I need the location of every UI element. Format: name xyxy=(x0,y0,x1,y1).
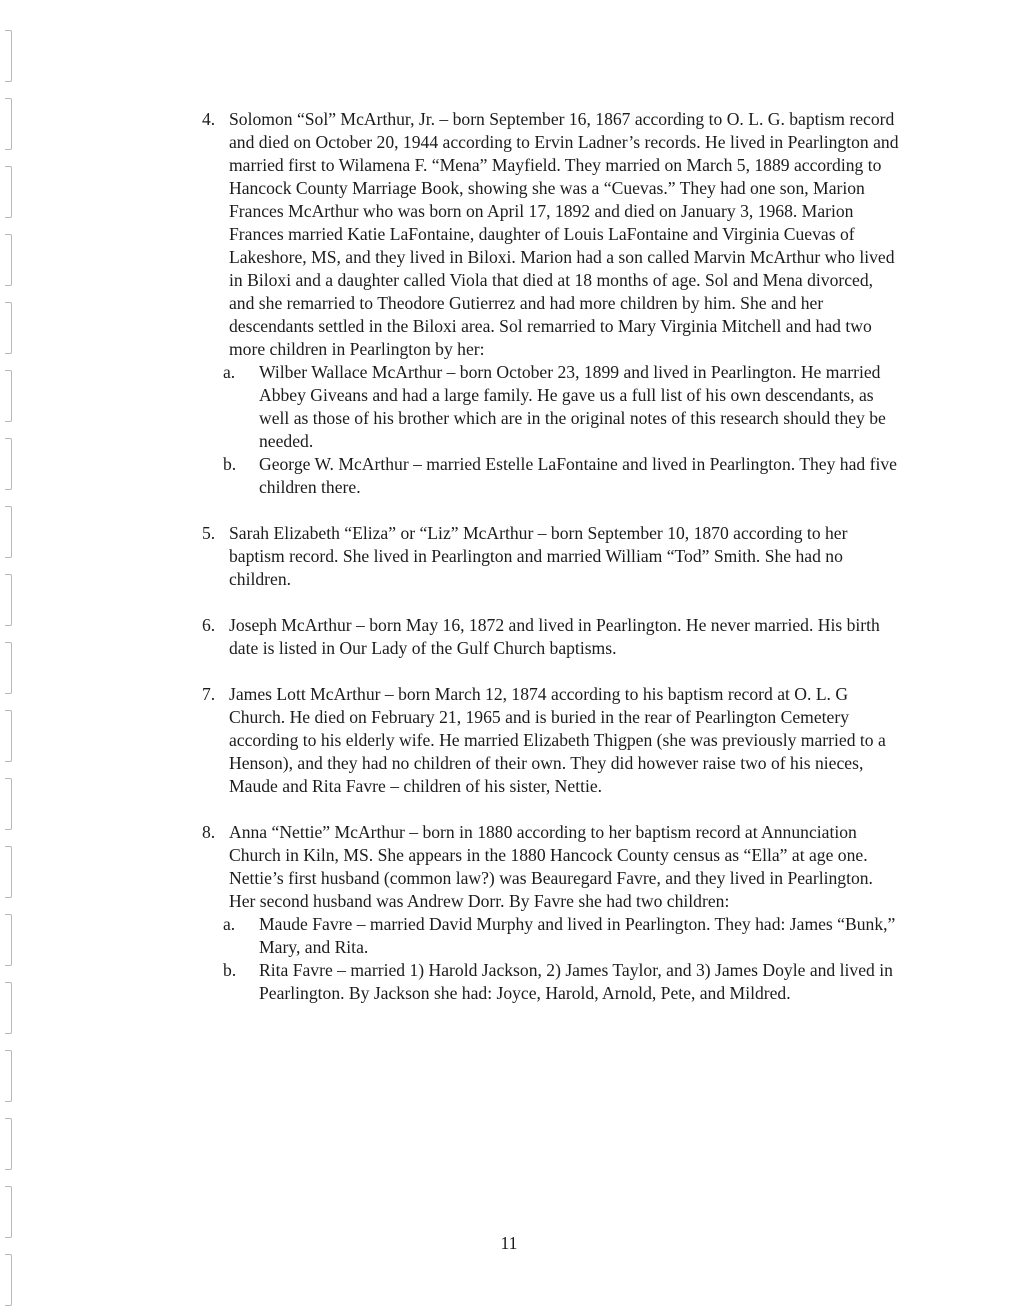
binder-ring-mark xyxy=(5,574,12,626)
page-number: 11 xyxy=(500,1233,518,1253)
sub-item-letter: b. xyxy=(223,454,237,474)
binder-ring-mark xyxy=(5,1050,12,1102)
binder-ring-mark xyxy=(5,1118,12,1170)
list-item xyxy=(202,614,902,660)
sub-list xyxy=(223,913,902,1005)
sub-item xyxy=(223,913,902,959)
item-number: 8. xyxy=(202,822,216,842)
sub-item-letter: a. xyxy=(223,914,236,934)
list-item xyxy=(202,108,902,499)
sub-item xyxy=(223,453,902,499)
sub-item-text: Rita Favre – married 1) Harold Jackson, 2) James Taylor, and 3) James Doyle and lived in Pearlington. By Jackson she had: Joyce, Harold, Arnold, Pete, and Mildred. xyxy=(259,960,893,1003)
sub-item-text: Maude Favre – married David Murphy and lived in Pearlington. They had: James “Bunk,” Mary, and Rita. xyxy=(259,914,896,957)
binder-ring-mark xyxy=(5,370,12,422)
binder-ring-mark xyxy=(5,438,12,490)
binder-ring-mark xyxy=(5,98,12,150)
sub-item-text: Wilber Wallace McArthur – born October 23, 1899 and lived in Pearlington. He married Abbey Giveans and had a large family. He gave us a full list of his own descendants, as well as those of his brother which are in the original notes of this research should they be needed. xyxy=(259,362,886,451)
list-item xyxy=(202,821,902,1005)
item-text: James Lott McArthur – born March 12, 1874 according to his baptism record at O. L. G Church. He died on February 21, 1965 and is buried in the rear of Pearlington Cemetery according to his elderly wife. He married Elizabeth Thigpen (she was previously married to a Henson), and they had no children of their own. They did however raise two of his nieces, Maude and Rita Favre – children of his sister, Nettie. xyxy=(229,684,886,796)
list-item xyxy=(202,683,902,798)
binder-ring-mark xyxy=(5,642,12,694)
binder-ring-mark xyxy=(5,846,12,898)
item-number: 6. xyxy=(202,615,216,635)
sub-item xyxy=(223,959,902,1005)
binder-ring-mark xyxy=(5,1254,12,1306)
sub-item xyxy=(223,361,902,453)
item-text: Solomon “Sol” McArthur, Jr. – born September 16, 1867 according to O. L. G. baptism record and died on October 20, 1944 according to Ervin Ladner’s records. He lived in Pearlington and married first to Wilamena F. “Mena” Mayfield. They married on March 5, 1889 according to Hancock County Marriage Book, showing she was a “Cuevas.” They had one son, Marion Frances McArthur who was born on April 17, 1892 and died on January 3, 1968. Marion Frances married Katie LaFontaine, daughter of Louis LaFontaine and Virginia Cuevas of Lakeshore, MS, and they lived in Biloxi. Marion had a son called Marvin McArthur who lived in Biloxi and a daughter called Viola that died at 18 months of age. Sol and Mena divorced, and she remarried to Theodore Gutierrez and had more children by him. She and her descendants settled in the Biloxi area. Sol remarried to Mary Virginia Mitchell and had two more children in Pearlington by her: xyxy=(229,109,899,359)
binder-ring-mark xyxy=(5,234,12,286)
binder-ring-mark xyxy=(5,166,12,218)
binder-ring-mark xyxy=(5,302,12,354)
item-number: 4. xyxy=(202,109,216,129)
binder-ring-mark xyxy=(5,1186,12,1238)
list-item xyxy=(202,522,902,591)
sub-item-text: George W. McArthur – married Estelle LaFontaine and lived in Pearlington. They had five children there. xyxy=(259,454,897,497)
item-text: Joseph McArthur – born May 16, 1872 and lived in Pearlington. He never married. His birth date is listed in Our Lady of the Gulf Church baptisms. xyxy=(229,615,880,658)
sub-item-letter: a. xyxy=(223,362,236,382)
item-number: 7. xyxy=(202,684,216,704)
item-text: Sarah Elizabeth “Eliza” or “Liz” McArthur – born September 10, 1870 according to her baptism record. She lived in Pearlington and married William “Tod” Smith. She had no children. xyxy=(229,523,848,589)
document-page xyxy=(202,108,902,1028)
binder-ring-mark xyxy=(5,982,12,1034)
binder-ring-mark xyxy=(5,778,12,830)
item-number: 5. xyxy=(202,523,216,543)
sub-item-letter: b. xyxy=(223,960,237,980)
binder-ring-mark xyxy=(5,710,12,762)
binder-ring-mark xyxy=(5,506,12,558)
sub-list xyxy=(223,361,902,499)
item-text: Anna “Nettie” McArthur – born in 1880 according to her baptism record at Annunciation Church in Kiln, MS. She appears in the 1880 Hancock County census as “Ella” at age one. Nettie’s first husband (common law?) was Beauregard Favre, and they lived in Pearlington. Her second husband was Andrew Dorr. By Favre she had two children: xyxy=(229,822,873,911)
binder-ring-mark xyxy=(5,914,12,966)
binder-ring-mark xyxy=(5,30,12,82)
